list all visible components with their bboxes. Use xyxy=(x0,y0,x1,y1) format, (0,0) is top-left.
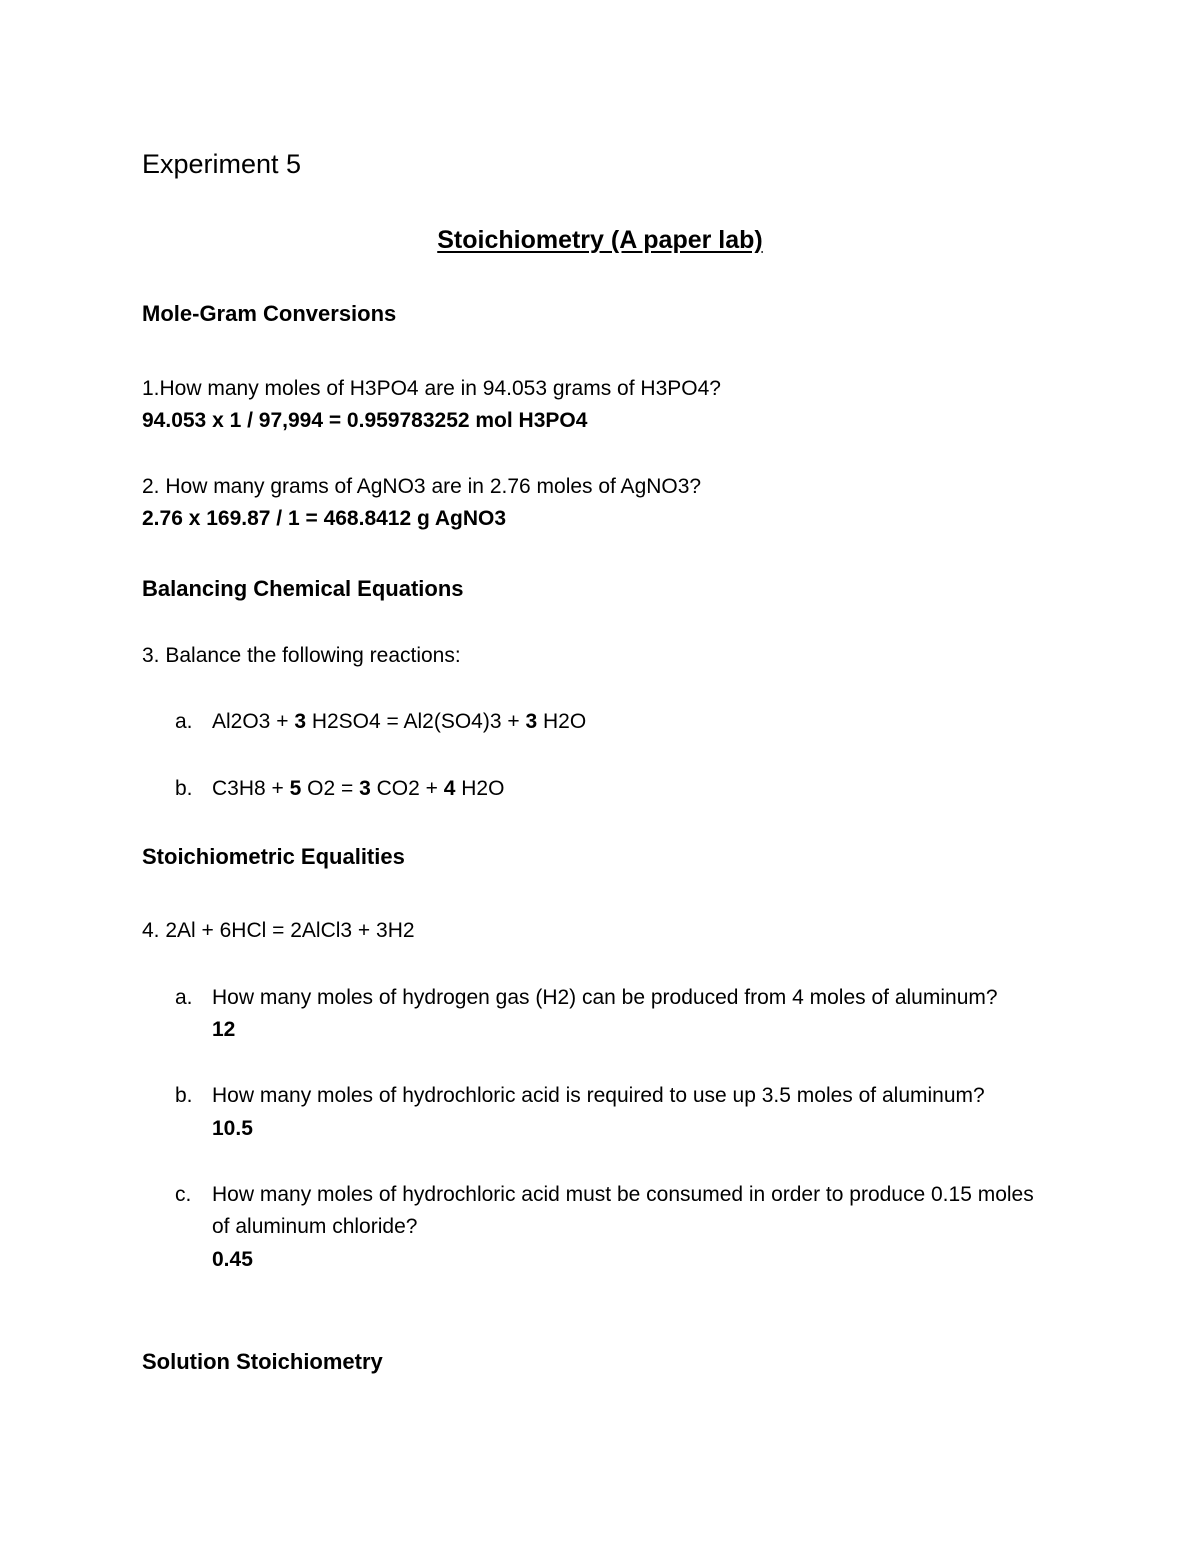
answer-1: 94.053 x 1 / 97,994 = 0.959783252 mol H3PO4 xyxy=(142,409,588,432)
section-heading-balancing: Balancing Chemical Equations xyxy=(142,576,464,601)
question-4a: How many moles of hydrogen gas (H2) can be produced from 4 moles of aluminum? xyxy=(212,986,998,1009)
document-title: Experiment 5 xyxy=(142,149,302,179)
answer-4a: 12 xyxy=(212,1018,236,1041)
equation-a-part2: H2SO4 = Al2(SO4)3 + xyxy=(306,710,526,733)
equation-b-coef1: 5 xyxy=(289,777,302,800)
answer-2: 2.76 x 169.87 / 1 = 468.8412 g AgNO3 xyxy=(142,507,507,530)
equation-b-coef2: 3 xyxy=(359,777,371,800)
equation-a-coef2: 3 xyxy=(525,710,538,733)
question-4c-line2: of aluminum chloride? xyxy=(212,1215,418,1238)
answer-4b: 10.5 xyxy=(212,1117,253,1140)
equation-a-part3: H2O xyxy=(537,710,587,733)
equation-b-part2: O2 = xyxy=(301,777,360,800)
question-3: 3. Balance the following reactions: xyxy=(142,644,461,667)
equation-a xyxy=(212,709,586,735)
list-marker-a: a. xyxy=(175,986,193,1009)
equation-b xyxy=(212,776,504,802)
list-marker-a: a. xyxy=(175,710,193,733)
question-4c-line1: How many moles of hydrochloric acid must be consumed in order to produce 0.15 moles xyxy=(212,1183,1034,1206)
question-2: 2. How many grams of AgNO3 are in 2.76 moles of AgNO3? xyxy=(142,475,702,498)
equation-a-part1: Al2O3 + xyxy=(212,710,295,733)
section-heading-solution: Solution Stoichiometry xyxy=(142,1349,383,1374)
equation-b-part1: C3H8 + xyxy=(212,777,290,800)
list-marker-b: b. xyxy=(175,777,193,800)
question-4b: How many moles of hydrochloric acid is required to use up 3.5 moles of aluminum? xyxy=(212,1084,985,1107)
equation-a-coef1: 3 xyxy=(294,710,306,733)
section-heading-equalities: Stoichiometric Equalities xyxy=(142,844,405,869)
section-heading-mole-gram: Mole-Gram Conversions xyxy=(142,301,397,326)
answer-4c: 0.45 xyxy=(212,1248,253,1271)
list-marker-c: c. xyxy=(175,1183,192,1206)
question-4: 4. 2Al + 6HCl = 2AlCl3 + 3H2 xyxy=(142,919,415,942)
list-marker-b: b. xyxy=(175,1084,193,1107)
question-1: 1.How many moles of H3PO4 are in 94.053 grams of H3PO4? xyxy=(142,377,721,400)
equation-b-coef3: 4 xyxy=(443,777,456,800)
equation-b-part4: H2O xyxy=(455,777,505,800)
document-subtitle: Stoichiometry (A paper lab) xyxy=(437,226,763,254)
equation-b-part3: CO2 + xyxy=(370,777,444,800)
